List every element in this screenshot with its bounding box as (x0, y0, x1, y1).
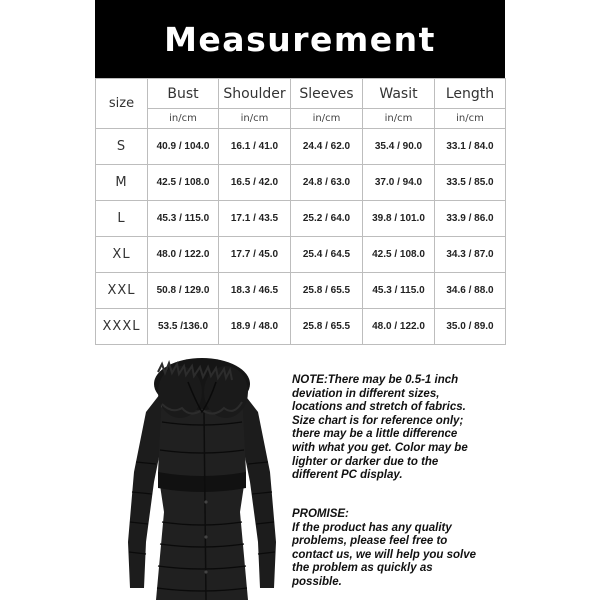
column-unit-waist: in/cm (363, 109, 435, 129)
sleeves-cell: 24.4 / 62.0 (291, 129, 363, 165)
note-line: Size chart is for reference only; (292, 414, 464, 427)
column-header-length: Length (435, 79, 506, 109)
promise-text (292, 508, 492, 590)
size-cell: XXL (96, 273, 148, 309)
size-cell: S (96, 129, 148, 165)
waist-cell: 48.0 / 122.0 (363, 309, 435, 345)
table-row (96, 129, 506, 165)
promise-title: PROMISE: (292, 508, 349, 520)
column-unit-sleeves: in/cm (291, 109, 363, 129)
waist-cell: 45.3 / 115.0 (363, 273, 435, 309)
size-cell: M (96, 165, 148, 201)
column-unit-length: in/cm (435, 109, 506, 129)
shoulder-cell: 18.9 / 48.0 (219, 309, 291, 345)
note-line: locations and stretch of fabrics. (292, 401, 466, 414)
table-row (96, 165, 506, 201)
waist-cell: 42.5 / 108.0 (363, 237, 435, 273)
header-label-row (96, 79, 506, 109)
size-cell: XL (96, 237, 148, 273)
size-cell: XXXL (96, 309, 148, 345)
column-unit-bust: in/cm (148, 109, 219, 129)
length-cell: 34.6 / 88.0 (435, 273, 506, 309)
column-header-bust: Bust (148, 79, 219, 109)
sleeves-cell: 25.8 / 65.5 (291, 273, 363, 309)
column-header-waist: Wasit (363, 79, 435, 109)
shoulder-cell: 17.1 / 43.5 (219, 201, 291, 237)
shoulder-cell: 18.3 / 46.5 (219, 273, 291, 309)
table-row (96, 309, 506, 345)
size-chart-table (95, 78, 506, 345)
right-sleeve (240, 394, 276, 588)
shoulder-cell: 16.5 / 42.0 (219, 165, 291, 201)
coat-product-image (122, 352, 282, 600)
promise-line: the problem as quickly as (292, 562, 433, 575)
fur-collar (154, 358, 250, 418)
title-banner (95, 0, 505, 78)
note-line: different PC display. (292, 469, 403, 482)
size-cell: L (96, 201, 148, 237)
sleeves-cell: 25.8 / 65.5 (291, 309, 363, 345)
table-row (96, 237, 506, 273)
header-unit-row (96, 109, 506, 129)
table-row (96, 201, 506, 237)
bust-cell: 48.0 / 122.0 (148, 237, 219, 273)
bust-cell: 53.5 /136.0 (148, 309, 219, 345)
length-cell: 33.9 / 86.0 (435, 201, 506, 237)
sleeves-cell: 25.4 / 64.5 (291, 237, 363, 273)
bust-cell: 50.8 / 129.0 (148, 273, 219, 309)
size-header: size (96, 79, 148, 129)
note-text (292, 374, 492, 483)
table-row (96, 273, 506, 309)
column-header-shoulder: Shoulder (219, 79, 291, 109)
column-header-sleeves: Sleeves (291, 79, 363, 109)
shoulder-cell: 17.7 / 45.0 (219, 237, 291, 273)
note-line: NOTE:There may be 0.5-1 inch (292, 374, 459, 386)
bust-cell: 45.3 / 115.0 (148, 201, 219, 237)
length-cell: 33.1 / 84.0 (435, 129, 506, 165)
length-cell: 33.5 / 85.0 (435, 165, 506, 201)
page-title: Measurement (164, 19, 436, 59)
note-line: deviation in different sizes, (292, 387, 440, 400)
note-line: there may be a little difference (292, 428, 458, 441)
length-cell: 34.3 / 87.0 (435, 237, 506, 273)
promise-line: possible. (292, 575, 342, 588)
length-cell: 35.0 / 89.0 (435, 309, 506, 345)
note-line: with what you get. Color may be (292, 441, 468, 454)
note-line: lighter or darker due to the (292, 455, 439, 468)
bust-cell: 40.9 / 104.0 (148, 129, 219, 165)
waist-cell: 39.8 / 101.0 (363, 201, 435, 237)
shoulder-cell: 16.1 / 41.0 (219, 129, 291, 165)
bust-cell: 42.5 / 108.0 (148, 165, 219, 201)
sleeves-cell: 24.8 / 63.0 (291, 165, 363, 201)
waist-cell: 35.4 / 90.0 (363, 129, 435, 165)
promise-line: problems, please feel free to (292, 535, 448, 548)
left-sleeve (128, 394, 164, 588)
promise-line: contact us, we will help you solve (292, 548, 477, 561)
waist-cell: 37.0 / 94.0 (363, 165, 435, 201)
promise-line: If the product has any quality (292, 521, 452, 534)
column-unit-shoulder: in/cm (219, 109, 291, 129)
sleeves-cell: 25.2 / 64.0 (291, 201, 363, 237)
